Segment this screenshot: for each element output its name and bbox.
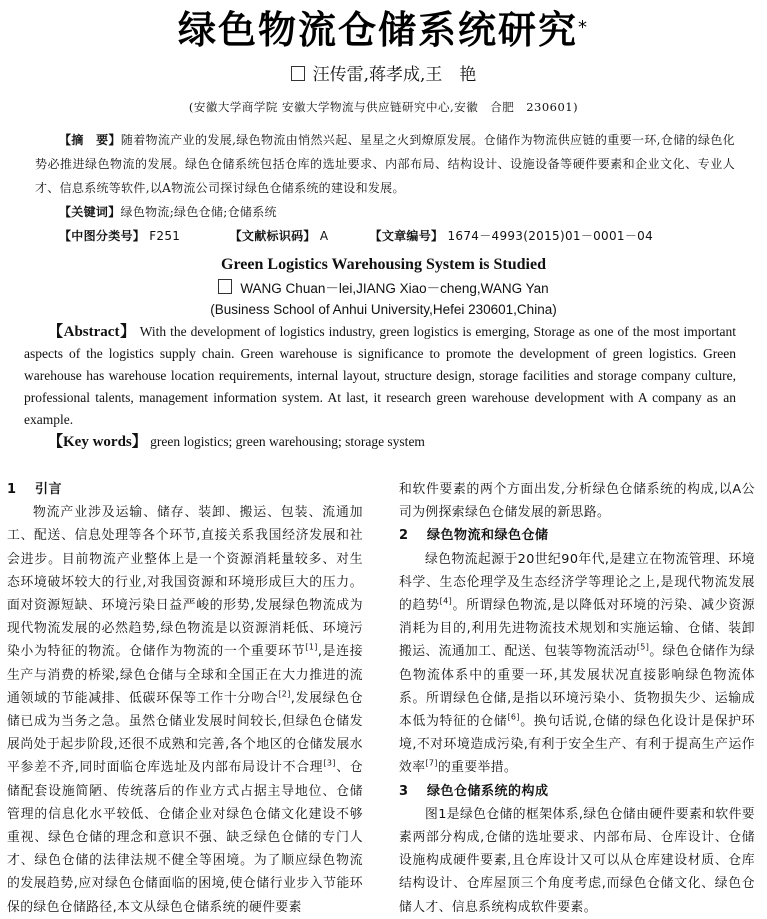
author-box-icon xyxy=(291,66,305,81)
clc-value: F251 xyxy=(149,229,181,243)
classification-line xyxy=(35,224,735,248)
keywords-en xyxy=(24,431,736,453)
keywords-cn xyxy=(35,200,735,224)
section-number-1: 1 xyxy=(7,482,17,497)
text-run: 。换句话说,仓储的绿色化设计是保护环境,不对环境造成污染,有利于安全生产、有利于提高生产运作效率 xyxy=(399,714,755,776)
section-2-paragraph xyxy=(399,548,755,780)
abstract-cn-paragraph xyxy=(35,128,735,200)
section-title-1: 引言 xyxy=(35,482,63,497)
text-run: 的重要举措。 xyxy=(437,760,518,776)
paper-title xyxy=(0,6,767,54)
clc-label: 【中图分类号】 xyxy=(59,229,146,243)
citation-4[interactable]: [4] xyxy=(439,596,453,606)
keywords-cn-text: 绿色物流;绿色仓储;仓储系统 xyxy=(120,205,277,219)
citation-2[interactable]: [2] xyxy=(278,689,291,699)
authors-en-text: WANG Chuan－lei,JIANG Xiao－cheng,WANG Yan xyxy=(240,281,549,296)
citation-3[interactable]: [3] xyxy=(323,759,336,769)
section-number-3: 3 xyxy=(399,783,409,799)
section-heading-2 xyxy=(399,524,755,547)
abstract-en xyxy=(24,321,736,453)
text-run: 。所谓绿色物流,是以降低对环境的污染、减少资源消耗为目的,利用先进物流技术规划和实施运输、仓储、装卸搬运、流通加工、配送、包装等物流活动 xyxy=(399,598,755,660)
doc-code-value: A xyxy=(319,229,329,243)
abstract-cn xyxy=(35,128,735,248)
text-run: ,是连接生产与消费的桥梁,绿色仓储与全球和全国正在大力推进的流通领域的节能减排、低碳环保等工作十分吻合 xyxy=(7,644,363,706)
authors-cn-text: 汪传雷,蒋孝成,王 艳 xyxy=(312,65,477,85)
keywords-en-text: green logistics; green warehousing; storage system xyxy=(150,434,425,449)
abstract-en-label: 【Abstract】 xyxy=(48,324,136,340)
abstract-cn-text: 随着物流产业的发展,绿色物流由悄然兴起、星星之火到燎原发展。仓储作为物流供应链的重要一环,仓储的绿色化势必推进绿色物流的发展。绿色仓储系统包括仓库的选址要求、内部布局、结构设计、设施设备等硬件要素和企业文化、专业人才、信息系统等软件,以A物流公司探讨绿色仓储系统的建设和发展。 xyxy=(35,133,735,195)
affiliation-en: (Business School of Anhui University,Hefei 230601,China) xyxy=(210,302,557,317)
doc-code-label: 【文献标识码】 xyxy=(229,229,316,243)
citation-1[interactable]: [1] xyxy=(305,643,318,653)
english-title: Green Logistics Warehousing System is Studied xyxy=(221,256,546,273)
abstract-en-paragraph xyxy=(24,321,736,431)
section-3-paragraph: 图1是绿色仓储的框架体系,绿色仓储由硬件要素和软件要素两部分构成,仓储的选址要求、内部布局、仓库设计、仓储设施构成硬件要素,且仓库设计又可以从仓库建设材质、仓库结构设计、仓库屋顶三个角度考虑,而绿色仓储文化、绿色仓储人才、信息系统构成软件要素。 xyxy=(399,806,755,915)
section-heading-1 xyxy=(7,478,363,501)
section-1-paragraph-continued: 和软件要素的两个方面出发,分析绿色仓储系统的构成,以A公司为例探索绿色仓储发展的新思路。 xyxy=(399,482,755,521)
citation-7[interactable]: [7] xyxy=(425,759,438,769)
article-no-label: 【文章编号】 xyxy=(369,229,444,243)
citation-6[interactable]: [6] xyxy=(507,712,520,722)
section-heading-3 xyxy=(399,780,755,803)
authors-en xyxy=(0,279,767,298)
abstract-cn-label: 【摘 要】 xyxy=(59,133,121,147)
paper-title-text: 绿色物流仓储系统研究 xyxy=(177,8,578,52)
body-column-left xyxy=(7,478,363,919)
section-title-3: 绿色仓储系统的构成 xyxy=(427,783,549,799)
keywords-en-label: 【Key words】 xyxy=(48,434,147,450)
section-title-2: 绿色物流和绿色仓储 xyxy=(427,528,549,544)
article-no-value: 1674－4993(2015)01－0001－04 xyxy=(447,229,654,243)
body-column-right xyxy=(399,478,755,919)
text-run: ,发展绿色仓储已成为当务之急。虽然仓储业发展时间较长,但绿色仓储发展尚处于起步阶段,还很不成熟和完善,各个地区的仓储发展水平参差不齐,同时面临仓库选址及内部布局设计不合理 xyxy=(7,690,363,776)
text-run: 物流产业涉及运输、储存、装卸、搬运、包装、流通加工、配送、信息处理等各个环节,直接关系我国经济发展和社会进步。目前物流产业整体上是一个资源消耗量较多、对生态环境破坏较大的行业,对我国资源和环境形成巨大的压力。面对资源短缺、环境污染日益严峻的形势,发展绿色物流成为现代物流发展的必然趋势,绿色物流是以资源消耗低、环境污染小为特征的物流。仓储作为物流的一个重要环节 xyxy=(7,505,363,660)
title-footnote-mark: * xyxy=(578,17,589,38)
section-1-paragraph xyxy=(7,501,363,919)
authors-cn xyxy=(0,64,767,86)
text-run: 。绿色仓储作为绿色物流体系中的重要一环,其发展状况直接影响绿色物流体系。所谓绿色仓储,是指以环境污染小、货物损失少、运输成本低为特征的仓储 xyxy=(399,644,756,730)
affiliation-cn: (安徽大学商学院 安徽大学物流与供应链研究中心,安徽 合肥 230601) xyxy=(188,100,579,114)
section-number-2: 2 xyxy=(399,528,409,544)
abstract-en-text: With the development of logistics industry, green logistics is emerging, Storage as one of the most important aspects of the logistics supply chain. Green warehouse is significance to promote the development of green logistics. Green warehouse has warehouse location requirements, internal layout, structure design, storage facilities and storage company culture, professional talents, management information system. At last, it research green warehouse development with A company as an example. xyxy=(24,324,736,427)
keywords-cn-label: 【关键词】 xyxy=(59,205,121,219)
author-box-icon-en xyxy=(218,279,232,294)
text-run: 绿色物流起源于20世纪90年代,是建立在物流管理、环境科学、生态伦理学及生态经济学等理论之上,是现代物流发展的趋势 xyxy=(399,551,755,614)
citation-5[interactable]: [5] xyxy=(636,643,650,653)
text-run: 、仓储配套设施简陋、传统落后的作业方式占据主导地位、仓储管理的信息化水平较低、仓储企业对绿色仓储文化建设不够重视、绿色仓储的理念和意识不强、缺乏绿色仓储的专门人才、绿色仓储的法律法规不健全等困境。为了顺应绿色物流的发展趋势,应对绿色仓储面临的困境,使仓储行业步入节能环保的绿色仓储路径,本文从绿色仓储系统的硬件要素 xyxy=(7,760,363,915)
